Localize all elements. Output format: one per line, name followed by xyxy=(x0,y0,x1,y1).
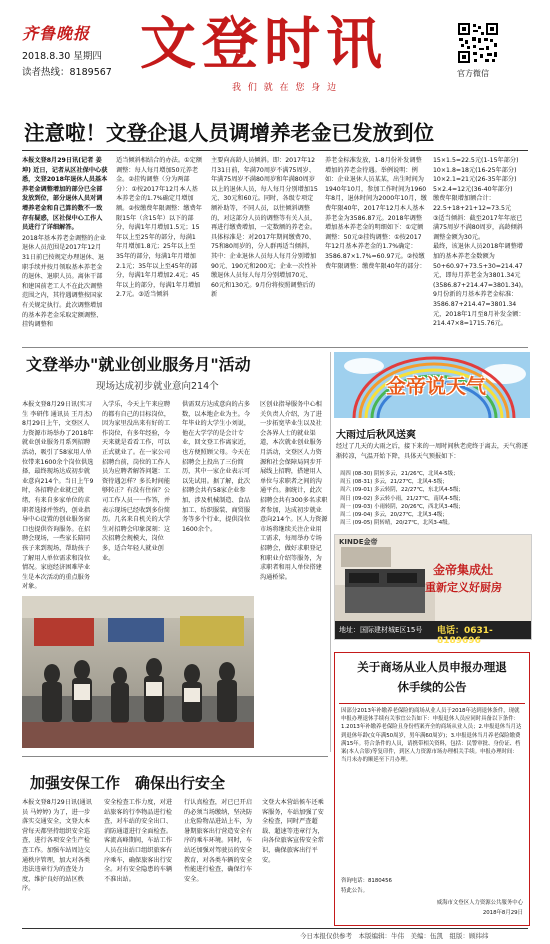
safety-headline: 加强安保工作 确保出行安全 xyxy=(30,774,226,792)
masthead-title: 文登时讯 xyxy=(140,11,388,77)
ad-address: 地址：国际建材城E区15号 xyxy=(339,626,423,634)
hotline-label: 读者热线： xyxy=(22,67,70,78)
article2-headline: 文登举办"就业创业服务月"活动 xyxy=(26,355,251,374)
article2-subhead: 现场达成初步就业意向214个 xyxy=(96,381,219,392)
lead-column-5: 15×1.5=22.5元(1-15年部分) 10×1.8=18元(16-25年部分) 10×2.1=21元(26-35年部分) 5×2.4=12元(36-40年部分) 缴费年限增加额合计：22.5+18+21+12=73.5元 ③适当倾斜：截至2017年年底已满75周岁不满80周岁，高龄倾斜调整金额为30元。 最终，该退休人员2018年调整增加的基本养老金数额为50+60.97+73.5+30=214.47元，即每月养老金为3801.34元(3586.87+214.47=3801.34)。9月份新的月基本养老金标准：3586.87+214.47=3801.34元，2018年1月至8月补发金额：214.47×8=1715.76元。 xyxy=(433,157,528,328)
date-line: 2018.8.30 星期四 xyxy=(22,51,102,62)
weather-section xyxy=(334,352,530,652)
forecast-day: 周二 (09-04) 多云，20/27℃，北风3-4级； xyxy=(340,512,448,519)
ad-slogan-1: 金帝集成灶 xyxy=(433,563,494,577)
ad-phone: 电话：0631-8189696 xyxy=(437,626,493,646)
forecast-day: 周日 (09-02) 多云转小雨，21/27℃，南风4-5级； xyxy=(340,495,464,502)
article2-column-4: 区创业指导服务中心相关负责人介绍，为了进一步拓宽毕业生以及社会各界人士的就业渠道，本次就业创业服务月活动，文登区人力资源和社会保障局同步开展线上招聘，搭建用人单位与求职者之间的沟通平台。据统计，此次招聘会共有300多名求职者参加，达成初步就业意向214个。区人力资源市场将继续关注企业用工需求，每周举办专场招聘会，做好求职登记和职业介绍等服务，为求职者和用人单位搭建沟通桥梁。 xyxy=(260,401,328,581)
safety-column-4: 文登大本营站候车还乘客服务，车站加强了安全检查，同时严查超载、超速等违章行为，向各位旅客宣传安全常识，确保旅客出行平安。 xyxy=(262,799,324,864)
forecast-list xyxy=(340,470,530,527)
notice-date: 2018年8月29日 xyxy=(482,910,523,916)
lead-column-3: 主要向高龄人员倾斜。即：2017年12月31日前，年满70周岁不满75周岁、年满75周岁不满80周岁和年满80周岁以上的退休人员，每人每月分别增加15元、30元和60元。同时，各级专项定额补助等，不同人员，以往倾斜调整的，对这部分人员的调整等有关人员，再进行缴费增加，一定数额的养老金。具体标准是：对2017年期间缴费70、75和80周岁的，分人群再适当倾斜，其中：企业退休人员每人每月分别增加90元、190元和200元；企业一次性补缴退休人员每人每月分别增加70元、60元和130元。9月份将按照调整后的新 xyxy=(211,157,318,299)
lead-byline: 本报文登8月29日讯(记者 姜坤) 近日，记者从区社保中心获悉，文登2018年退休人员基本养老金调整增加的部分已全部发放到位，部分退休人员对调增养老金和自己算的数不一致存有疑惑，区社保中心工作人员进行了详细解答。 xyxy=(22,157,108,232)
notice-body: 因部分2013年补缴养老保险的商场从业人员于2018年达到退休条件，现就申报办理退休手续有关事宜公告如下：申报退休人员应同时具备以下条件：1.2013年补缴养老保险且身份档案齐全的商场从业人员；2.申报退休当月达到退休年龄(女年满50周岁，男年满60周岁)；3.申报退休当月养老保险缴费满15年。符合条件的人员，请携带相关资料，包括：民警审批、身份证、档案(本人合影)等复印件，到区人力资源市场办理相关手续。申报办理时间：当月未办的顺延至下月办理。 xyxy=(341,708,522,764)
job-fair-photo xyxy=(22,596,254,748)
page-footer: 今日本报仅供参考 本版编辑：牛伟 美编：伍凯 组版：顾纬纬 xyxy=(300,932,489,940)
lead-column-4: 养老金标准发放，1-8月份补发调整增加的养老金待遇。举例说明：例如：企业退休人员某某，出生时间为1940年10月，参加工作时间为1960年8月，退休时间为2000年10月，缴费年限40年，2017年12月本人基本养老金为3586.87元。2018年调整增加基本养老金的明细如下：①定额调整：50元②挂钩调整：①按2017年12月基本养老金的1.7%确定：3586.87×1.7%=60.97元。②按缴费年限调整：缴费年限40年的部分： xyxy=(325,157,427,270)
qr-code xyxy=(457,22,499,64)
ad-slogan-2: 重新定义好厨房 xyxy=(425,581,502,594)
article2-column-2: 入学乐，今天上午来应聘的都有自己的目标岗位，因为家里没出来有好的工作岗位，有多年经验，今天来就是看看工作，可以正式就业了。在一家公司招聘台前，岗位的工作人员为应聘者解答问题：工资待遇怎样？多长时间能够转正？有没有住宿？公司工作人员一一作答，并表示现场已经收到多份简历。几名来自机关的大学生对招聘会印象深刻：这次招聘会规模大，岗位多，适合年轻人就业创业。 xyxy=(102,401,171,562)
notice-org: 威海市文登区人力资源公共服务中心 xyxy=(436,900,523,906)
safety-column-1: 本报文登8月29日讯(通讯员 马婷婷) 为了，进一步落实交通安全，文登大本营每天都坚持组织安全巡查，进行各项安全生产检查工作。加强车站周边交通秩序管理，加大对各类违法违章行为的查处力度，维护良好的站区秩序。 xyxy=(22,799,92,893)
article2 xyxy=(22,352,327,754)
masthead xyxy=(0,0,550,102)
notice-closing: 特此公告。 xyxy=(341,888,368,894)
forecast-day: 周六 (09-01) 多云转阴，22/27℃，东北风4-5级； xyxy=(340,487,464,494)
reader-hotline xyxy=(22,64,112,78)
kinde-advertisement xyxy=(334,534,532,646)
forecast-day: 周四 (08-30) 阴转多云，21/26℃，北风4-5级； xyxy=(340,471,459,477)
qr-caption: 官方微信 xyxy=(457,69,489,78)
lead-column-2: 适当倾斜相结合的办法。①定额调整：每人每月增加50元养老金。②挂钩调整（分为两部分）：①按2017年12月本人基本养老金的1.7%确定月增加额。②按缴费年限调整：缴费年限15年（含15年）以下的部分，每满1年月增加1.5元；15年以上至25年的部分，每满1年月增加1.8元；25年以上至35年的部分，每满1年月增加2.1元；35年以上至45年的部分，每满1年月增加2.4元；45年以上的部分，每满1年月增加2.7元。③适当倾斜 xyxy=(116,157,202,299)
ad-brand: KINDE金帝 xyxy=(339,538,378,546)
newspaper-logo: 齐鲁晚报 xyxy=(22,24,91,43)
masthead-slogan: 我 们 就 在 您 身 边 xyxy=(232,83,339,93)
lead-text-1: 2018年基本养老金调整的企业退休人员范围是2017年12月31日前已按规定办理退休、退职手续并按月领取基本养老金的退休、退职人员。离休干部和建国前老工人不在此次调整范围之内，其待遇调整按国家有关规定执行。此次调整增加的基本养老金采取定额调整、挂钩调整和 xyxy=(22,234,106,329)
weather-banner-title: 金帝说天气 xyxy=(386,374,486,398)
forecast-day: 周一 (09-03) 小雨转阴，20/26℃，西北风3-4级； xyxy=(340,503,464,510)
lead-column-1 xyxy=(22,156,108,354)
weather-banner xyxy=(334,352,530,418)
lead-headline: 注意啦！文登企退人员调增养老金已发放到位 xyxy=(24,121,434,145)
weather-intro: 经过了几天的大雨之后，接下来的一周时间秋老虎终于离去，天气将逐渐转凉，气温开始下降，具体天气预报如下： xyxy=(336,443,528,460)
forecast-day: 周五 (08-31) 多云，21/27℃，北风4-5级； xyxy=(340,479,448,486)
hotline-number: 8189567 xyxy=(69,67,112,78)
notice-contact: 咨询电话：8180456 xyxy=(341,878,392,884)
forecast-day: 周三 (09-05) 阴转晴，20/27℃，北风3-4级。 xyxy=(340,520,453,527)
article2-col1-text: 本报文登8月29日讯(实习生 李研伟 通讯员 王月杰) 8月29日上午，文登区人力资源市场举办了2018年就业创业服务月系列招聘活动，吸引了58家用人单位带来1600余个岗位供选择，最终现场达成初步就业意向214个。当日上午9时，各招聘企业就已就绪，有来自多家单位的求职者选择并签约，创业指导中心设置的创业服务窗口也提供咨询服务。在招聘会现场，一些家长陪同孩子来到现场，帮助孩子了解用人单位需求和岗位情况。家庭经济困难毕业生是本次活动的重点服务对象。 xyxy=(22,401,94,591)
notice-headline: 关于商场从业人员申报办理退休手续的公告 xyxy=(357,660,507,694)
safety-column-2: 安全检查工作力度，对进站旅客的行李物品进行检查，对车站的安全出口、消防通道进行全面检查。客流高峰期间，车站工作人员在出站口组织旅客有序乘车，确保旅客出行安全。对有安全隐患的车辆不准出站。 xyxy=(104,799,173,883)
notice-box xyxy=(334,652,530,926)
weather-headline: 大雨过后秋风送爽 xyxy=(336,430,416,441)
article2-column-3: 供需双方达成意向的占多数，以本地企业为主。今年毕业的大学生小刘说，他在大学学的是会计专业，回文登工作离家近，也方便照顾父母。今天在招聘会上投出了三份简历，其中一家企业表示可以先试用。据了解，此次招聘会共有58家企业参加，涉及机械制造、食品加工、纺织服装、商贸服务等多个行业，提供岗位1600余个。 xyxy=(182,401,251,533)
safety-column-3: 行认真检查，对已已开启的必须当场缴纳，坚决防止危险物品进站上车，为暑期旅客出行营造安全有序的乘车环境。同时，车站还加强对驾驶员的安全教育，对各类车辆的安全性能进行检查，确保行车安全。 xyxy=(184,799,253,883)
